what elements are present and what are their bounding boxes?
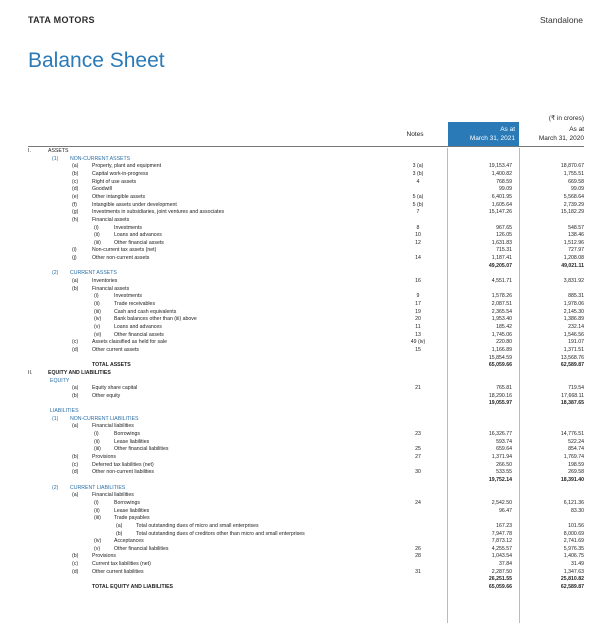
table-row (0, 416, 609, 423)
table-row (0, 370, 609, 377)
value-2020: 727.97 (568, 247, 584, 254)
table-row (0, 263, 609, 270)
row-item-letter: (a) (72, 385, 79, 392)
row-note-ref: 21 (415, 385, 421, 392)
row-label: Trade receivables (114, 301, 156, 307)
value-2020: 232.14 (568, 323, 584, 330)
value-2021: 185.42 (496, 323, 512, 330)
row-section-number: (1) (52, 155, 59, 162)
row-note-ref: 19 (415, 308, 421, 315)
row-item-letter: (b) (72, 454, 79, 460)
row-subitem-numeral: (v) (94, 545, 101, 552)
table-row (0, 270, 609, 277)
row-item-letter: (b) (72, 553, 79, 560)
value-2020: 2,739.29 (563, 201, 584, 208)
column-divider (447, 148, 448, 623)
value-2020: 548.57 (568, 224, 584, 231)
value-2020: 5,568.64 (563, 193, 584, 200)
value-2021: 15,854.59 (488, 354, 512, 361)
value-2021: 2,087.51 (491, 301, 512, 307)
row-label: Capital work-in-progress (92, 170, 149, 177)
row-note-ref: 9 (416, 293, 420, 300)
row-note-ref: 8 (416, 224, 420, 231)
value-2020: 31.49 (571, 561, 584, 568)
value-2021: 126.05 (496, 232, 512, 239)
row-item-letter: (i) (72, 247, 77, 254)
value-2020: 198.59 (568, 461, 584, 468)
value-2020: 5,976.35 (563, 545, 584, 552)
value-2021: 1,187.41 (491, 255, 512, 262)
row-subitem-numeral: (ii) (94, 232, 100, 239)
row-note-ref: 7 (416, 209, 420, 216)
row-label: Investments (114, 224, 142, 231)
row-note-ref: 49 (iv) (410, 339, 426, 346)
value-2021: 7,873.12 (491, 538, 512, 545)
row-label: Assets classified as held for sale (92, 339, 167, 346)
table-row (0, 347, 609, 354)
row-label: Equity share capital (92, 385, 138, 392)
value-2020: 99.09 (571, 186, 584, 193)
table-row (0, 546, 609, 553)
value-2021: 1,631.83 (491, 239, 512, 246)
row-note-ref: 28 (415, 553, 421, 560)
brand-logo: TATA MOTORS (28, 15, 95, 25)
value-2021: 967.65 (496, 224, 512, 231)
value-2021: 99.09 (499, 186, 512, 193)
row-label: Investments in subsidiaries, joint ventures and associates (92, 209, 225, 216)
table-row (0, 576, 609, 583)
table-row (0, 408, 609, 415)
row-note-ref: 13 (415, 331, 421, 338)
row-label: Bank balances other than (iii) above (114, 316, 197, 323)
value-2021: 1,745.06 (491, 331, 512, 338)
value-2020: 1,386.89 (563, 316, 584, 323)
table-row (0, 209, 609, 216)
row-label: Total outstanding dues of creditors other than micro and small enterprises (136, 530, 305, 537)
table-row (0, 531, 609, 538)
table-row (0, 255, 609, 262)
table-row (0, 286, 609, 293)
table-row (0, 225, 609, 232)
table-row (0, 523, 609, 530)
value-2021: 37.84 (499, 561, 512, 568)
value-2020: 25,810.82 (560, 576, 584, 583)
row-item-letter: (a) (72, 492, 79, 499)
row-label: Other intangible assets (92, 193, 146, 200)
value-2021: 4,551.71 (491, 278, 512, 285)
row-subitem-numeral: (ii) (94, 301, 100, 307)
row-label: Lease liabilities (114, 507, 150, 514)
row-label: Property, plant and equipment (92, 163, 162, 170)
value-2020: 2,145.30 (563, 308, 584, 315)
value-2020: 6,121.36 (563, 499, 584, 506)
row-label: Other financial liabilities (114, 545, 169, 552)
row-note-ref: 4 (416, 178, 420, 185)
row-note-ref: 3 (b) (412, 170, 424, 177)
row-subsubitem-letter: (a) (116, 522, 123, 529)
value-2021: 7,947.78 (491, 530, 512, 537)
value-2020: 1,371.51 (563, 346, 584, 353)
row-note-ref: 12 (415, 239, 421, 246)
column-header-2021-line2: March 31, 2021 (469, 135, 515, 142)
value-2020: 854.74 (568, 446, 584, 453)
row-subitem-numeral: (i) (94, 431, 99, 438)
table-row (0, 500, 609, 507)
value-2021: 768.59 (496, 178, 512, 185)
column-header-2021-line1: As at (500, 126, 515, 133)
value-2020: 885.31 (568, 293, 584, 300)
value-2021: 2,287.50 (491, 568, 512, 575)
table-row (0, 431, 609, 438)
row-item-letter: (b) (72, 170, 79, 177)
row-item-letter: (h) (72, 216, 79, 223)
row-item-letter: (d) (72, 568, 79, 575)
row-label: Other equity (92, 392, 121, 399)
row-label: Provisions (92, 454, 116, 460)
table-row (0, 156, 609, 163)
row-label: Financial assets (92, 216, 130, 223)
value-2020: 15,182.29 (560, 209, 584, 216)
row-item-letter: (d) (72, 469, 79, 476)
row-label: TOTAL ASSETS (92, 362, 131, 369)
table-row (0, 393, 609, 400)
row-label: ASSETS (48, 148, 69, 154)
table-row (0, 217, 609, 224)
value-2020: 1,769.74 (563, 454, 584, 460)
row-label: Total outstanding dues of micro and small enterprises (136, 522, 259, 529)
row-item-letter: (a) (72, 423, 79, 430)
row-label: Provisions (92, 553, 116, 560)
row-note-ref: 20 (415, 316, 421, 323)
row-subitem-numeral: (i) (94, 293, 99, 300)
row-note-ref: 3 (a) (412, 163, 424, 170)
value-2021: 533.55 (496, 469, 512, 476)
table-row (0, 584, 609, 591)
value-2021: 1,578.26 (491, 293, 512, 300)
value-2020: 8,000.69 (563, 530, 584, 537)
table-row (0, 186, 609, 193)
row-item-letter: (b) (72, 392, 79, 399)
table-row (0, 378, 609, 385)
row-subitem-numeral: (i) (94, 224, 99, 231)
table-row (0, 439, 609, 446)
row-roman-numeral: I. (28, 148, 31, 154)
value-2021: 19,752.14 (488, 476, 512, 483)
value-2021: 18,290.16 (488, 392, 512, 399)
row-roman-numeral: II. (28, 369, 33, 376)
value-2021: 1,400.82 (491, 170, 512, 177)
value-2020: 1,512.96 (563, 239, 584, 246)
value-2021: 2,365.54 (491, 308, 512, 315)
row-label: Trade payables (114, 515, 150, 522)
table-row (0, 194, 609, 201)
value-2021: 593.74 (496, 438, 512, 445)
value-2020: 13,568.76 (560, 354, 584, 361)
value-2021: 167.23 (496, 522, 512, 529)
table-row (0, 446, 609, 453)
row-item-letter: (e) (72, 193, 79, 200)
row-subitem-numeral: (iii) (94, 308, 101, 315)
row-subitem-numeral: (vi) (94, 331, 102, 338)
row-subitem-numeral: (v) (94, 323, 101, 330)
value-2020: 1,347.63 (563, 568, 584, 575)
row-item-letter: (g) (72, 209, 79, 216)
table-row (0, 355, 609, 362)
header-rule (28, 146, 584, 147)
row-label: Other non-current assets (92, 255, 150, 262)
value-2020: 1,406.75 (563, 553, 584, 560)
row-note-ref: 27 (415, 454, 421, 460)
row-section-number: (1) (52, 415, 59, 422)
table-row (0, 339, 609, 346)
row-note-ref: 14 (415, 255, 421, 262)
row-item-letter: (c) (72, 339, 79, 346)
row-label: NON-CURRENT LIABILITIES (70, 415, 139, 422)
row-subsubitem-letter: (b) (116, 530, 123, 537)
row-note-ref: 11 (415, 323, 421, 330)
row-label: Goodwill (92, 186, 112, 193)
row-label: Right of use assets (92, 178, 137, 185)
row-note-ref: 26 (415, 545, 421, 552)
row-subitem-numeral: (iii) (94, 239, 101, 246)
value-2020: 62,589.87 (560, 362, 584, 369)
row-note-ref: 31 (415, 568, 421, 575)
row-note-ref: 24 (415, 499, 421, 506)
table-row (0, 278, 609, 285)
row-item-letter: (j) (72, 255, 77, 262)
row-label: Other non-current liabilities (92, 469, 154, 476)
row-label: Financial liabilities (92, 492, 134, 499)
row-label: Acceptances (114, 538, 144, 545)
row-label: Financial assets (92, 285, 130, 292)
value-2020: 669.58 (568, 178, 584, 185)
row-label: Investments (114, 293, 142, 300)
row-item-letter: (d) (72, 346, 79, 353)
value-2020: 1,978.06 (563, 301, 584, 307)
value-2020: 138.46 (568, 232, 584, 239)
row-label: CURRENT LIABILITIES (70, 484, 126, 491)
table-row (0, 332, 609, 339)
value-2020: 719.54 (568, 385, 584, 392)
row-label: Deferred tax liabilities (net) (92, 461, 154, 468)
row-label: EQUITY (50, 377, 70, 384)
row-label: Other current liabilities (92, 568, 144, 575)
table-row (0, 385, 609, 392)
row-label: Lease liabilities (114, 438, 150, 445)
row-label: Current tax liabilities (net) (92, 561, 151, 568)
value-2020: 1,755.51 (563, 170, 584, 177)
row-label: Other financial assets (114, 331, 164, 338)
value-2021: 1,043.54 (491, 553, 512, 560)
value-2020: 49,021.11 (561, 262, 584, 269)
table-row (0, 538, 609, 545)
column-divider (519, 148, 520, 623)
table-row (0, 163, 609, 170)
column-header-2021 (448, 122, 519, 147)
row-item-letter: (a) (72, 163, 79, 170)
row-item-letter: (c) (72, 461, 79, 468)
value-2020: 2,741.69 (563, 538, 584, 545)
table-row (0, 462, 609, 469)
row-item-letter: (b) (72, 285, 79, 292)
row-item-letter: (a) (72, 278, 79, 285)
table-row (0, 148, 609, 155)
table-row (0, 553, 609, 560)
row-label: EQUITY AND LIABILITIES (48, 369, 111, 376)
table-row (0, 492, 609, 499)
value-2021: 220.80 (496, 339, 512, 346)
value-2021: 19,055.97 (488, 400, 512, 407)
value-2020: 191.07 (568, 339, 584, 346)
table-row (0, 569, 609, 576)
column-header-2020-line1: As at (569, 126, 584, 133)
value-2021: 1,166.89 (491, 346, 512, 353)
table-row (0, 469, 609, 476)
value-2021: 96.47 (499, 507, 512, 514)
table-row (0, 362, 609, 369)
table-row (0, 202, 609, 209)
value-2020: 17,668.11 (561, 392, 584, 399)
row-item-letter: (c) (72, 561, 79, 568)
table-row (0, 240, 609, 247)
table-row (0, 400, 609, 407)
table-row (0, 301, 609, 308)
row-note-ref: 5 (a) (412, 193, 424, 200)
value-2021: 26,251.55 (488, 576, 512, 583)
row-note-ref: 15 (415, 346, 421, 353)
value-2020: 522.24 (568, 438, 584, 445)
unit-label: (₹ in crores) (548, 115, 584, 122)
value-2021: 266.50 (496, 461, 512, 468)
value-2020: 83.30 (571, 507, 584, 514)
value-2020: 1,208.08 (563, 255, 584, 262)
row-item-letter: (c) (72, 178, 79, 185)
value-2021: 1,953.40 (491, 316, 512, 323)
value-2020: 1,546.56 (563, 331, 584, 338)
table-row (0, 515, 609, 522)
table-row (0, 423, 609, 430)
value-2021: 765.81 (496, 385, 512, 392)
value-2021: 1,605.64 (491, 201, 512, 208)
row-label: LIABILITIES (50, 408, 79, 415)
value-2020: 62,589.87 (560, 584, 584, 591)
row-note-ref: 23 (415, 431, 421, 438)
row-label: Borrowings (114, 431, 140, 438)
value-2021: 65,059.66 (488, 584, 512, 591)
table-row (0, 171, 609, 178)
row-note-ref: 5 (b) (412, 201, 424, 208)
value-2020: 18,391.40 (560, 476, 584, 483)
value-2020: 3,831.92 (563, 278, 584, 285)
value-2021: 49,205.07 (488, 262, 512, 269)
row-subitem-numeral: (i) (94, 499, 99, 506)
row-label: Other financial assets (114, 239, 164, 246)
row-label: Inventories (92, 278, 118, 285)
value-2020: 101.56 (568, 522, 584, 529)
table-row (0, 454, 609, 461)
table-row (0, 179, 609, 186)
value-2021: 1,371.94 (491, 454, 512, 460)
row-note-ref: 30 (415, 469, 421, 476)
table-row (0, 309, 609, 316)
value-2021: 2,542.50 (491, 499, 512, 506)
table-row (0, 247, 609, 254)
value-2021: 6,401.95 (491, 193, 512, 200)
value-2021: 715.31 (496, 247, 512, 254)
row-subitem-numeral: (iii) (94, 446, 101, 453)
value-2020: 18,870.67 (560, 163, 584, 170)
value-2020: 14,776.51 (560, 431, 584, 438)
row-note-ref: 25 (415, 446, 421, 453)
row-label: Non-current tax assets (net) (92, 247, 157, 254)
value-2021: 19,153.47 (488, 163, 512, 170)
table-row (0, 561, 609, 568)
row-subitem-numeral: (iv) (94, 538, 102, 545)
table-row (0, 508, 609, 515)
value-2021: 65,059.66 (488, 362, 512, 369)
row-label: TOTAL EQUITY AND LIABILITIES (92, 584, 173, 591)
row-subitem-numeral: (ii) (94, 507, 100, 514)
value-2020: 269.58 (568, 469, 584, 476)
table-row (0, 232, 609, 239)
table-row (0, 477, 609, 484)
row-section-number: (2) (52, 270, 59, 277)
row-subitem-numeral: (iii) (94, 515, 101, 522)
row-label: Other current assets (92, 346, 139, 353)
value-2021: 4,255.57 (491, 545, 512, 552)
row-label: Other financial liabilities (114, 446, 169, 453)
value-2021: 659.64 (496, 446, 512, 453)
row-label: NON-CURRENT ASSETS (70, 155, 131, 162)
table-row (0, 293, 609, 300)
row-subitem-numeral: (ii) (94, 438, 100, 445)
row-item-letter: (d) (72, 186, 79, 193)
table-row (0, 316, 609, 323)
value-2021: 16,326.77 (488, 431, 512, 438)
column-header-2020 (520, 125, 584, 143)
row-label: Financial liabilities (92, 423, 134, 430)
row-label: Loans and advances (114, 232, 162, 239)
notes-header: Notes (406, 131, 424, 138)
row-label: CURRENT ASSETS (70, 270, 117, 277)
page-title: Balance Sheet (28, 49, 165, 72)
row-section-number: (2) (52, 484, 59, 491)
row-label: Intangible assets under development (92, 201, 177, 208)
table-row (0, 485, 609, 492)
row-note-ref: 10 (415, 232, 421, 239)
row-label: Borrowings (114, 499, 140, 506)
value-2021: 15,147.26 (488, 209, 512, 216)
row-label: Loans and advances (114, 323, 162, 330)
row-note-ref: 17 (415, 301, 421, 307)
column-header-2020-line2: March 31, 2020 (538, 135, 584, 142)
value-2020: 18,387.65 (560, 400, 584, 407)
table-row (0, 324, 609, 331)
row-label: Cash and cash equivalents (114, 308, 177, 315)
row-item-letter: (f) (72, 201, 77, 208)
row-note-ref: 16 (415, 278, 421, 285)
statement-type-label: Standalone (539, 15, 583, 25)
row-subitem-numeral: (iv) (94, 316, 102, 323)
